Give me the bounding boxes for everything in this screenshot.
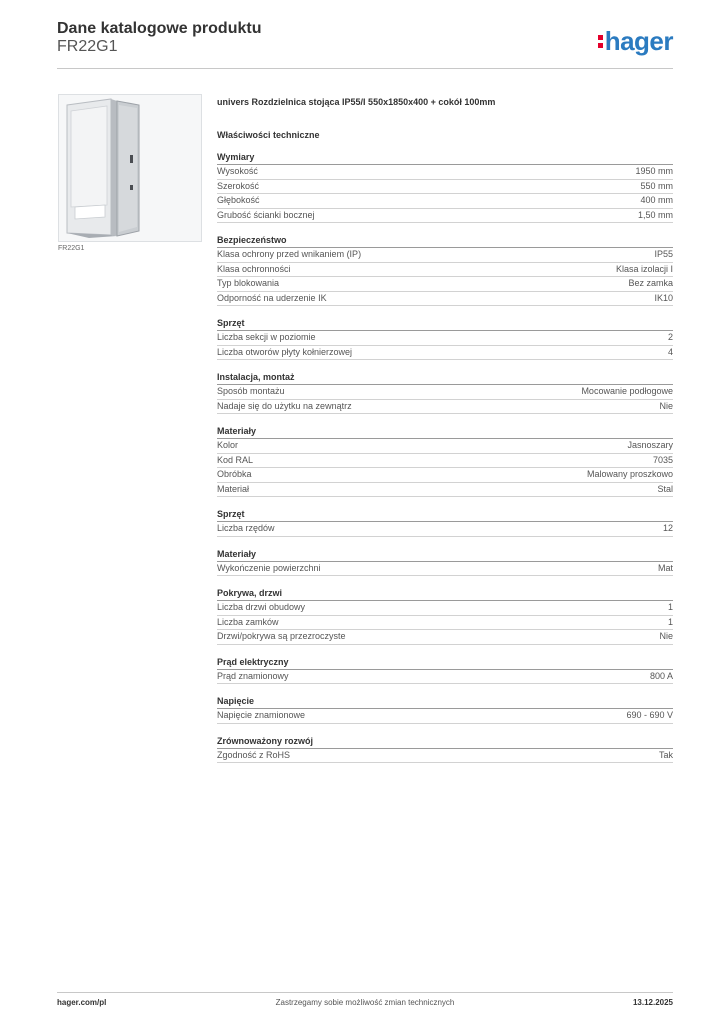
spec-section (217, 371, 673, 414)
spec-row (217, 749, 673, 764)
spec-row (217, 400, 673, 415)
spec-label: Kolor (217, 440, 239, 450)
product-image (58, 94, 202, 242)
spec-label: Liczba sekcji w poziomie (217, 332, 316, 342)
spec-row (217, 468, 673, 483)
spec-row (217, 331, 673, 346)
spec-row (217, 562, 673, 577)
spec-value: 7035 (652, 454, 673, 465)
footer-note: Zastrzegamy sobie możliwość zmian technicznych (275, 998, 455, 1007)
spec-value: 400 mm (640, 195, 673, 205)
spec-label: Głębokość (217, 195, 260, 205)
section-title: Bezpieczeństwo (217, 234, 673, 248)
spec-label: Zgodność z RoHS (217, 749, 291, 760)
logo-dots-icon (598, 33, 603, 49)
spec-value: IK10 (654, 292, 673, 303)
spec-row (217, 670, 673, 685)
spec-value: 1 (667, 616, 673, 627)
spec-label: Wykończenie powierzchni (217, 562, 321, 573)
spec-row (217, 709, 673, 724)
spec-label: Klasa ochrony przed wnikaniem (IP) (217, 249, 362, 259)
spec-value: Mat (657, 562, 673, 573)
spec-row (217, 616, 673, 631)
spec-row (217, 263, 673, 278)
product-code: FR22G1 (57, 38, 118, 55)
spec-row (217, 248, 673, 263)
spec-label: Wysokość (217, 166, 258, 176)
product-description: univers Rozdzielnica stojąca IP55/I 550x1850x400 + cokół 100mm (217, 97, 496, 107)
spec-section (217, 656, 673, 685)
spec-section (217, 234, 673, 306)
page-footer (57, 998, 673, 1012)
spec-row (217, 194, 673, 209)
section-title: Wymiary (217, 151, 673, 165)
spec-value: 690 - 690 V (626, 710, 673, 720)
spec-row (217, 180, 673, 195)
section-title: Zrównoważony rozwój (217, 735, 673, 749)
spec-section (217, 548, 673, 577)
properties-title: Właściwości techniczne (217, 130, 320, 140)
spec-label: Grubość ścianki bocznej (217, 209, 315, 220)
spec-section (217, 425, 673, 497)
spec-section (217, 735, 673, 764)
spec-row (217, 385, 673, 400)
spec-value: Nie (659, 400, 673, 411)
spec-row (217, 277, 673, 292)
spec-row (217, 601, 673, 616)
spec-value: Jasnoszary (627, 440, 673, 450)
spec-value: Malowany proszkowo (586, 469, 673, 479)
section-title: Instalacja, montaż (217, 371, 673, 385)
section-title: Materiały (217, 548, 673, 562)
spec-value: 550 mm (640, 180, 673, 191)
hager-logo (598, 26, 673, 57)
spec-value: Stal (657, 483, 673, 494)
spec-sections (217, 151, 673, 763)
spec-row (217, 292, 673, 307)
spec-section (217, 695, 673, 724)
footer-date: 13.12.2025 (632, 998, 673, 1007)
section-title: Sprzęt (217, 508, 673, 522)
spec-row (217, 454, 673, 469)
spec-row (217, 483, 673, 498)
spec-label: Klasa ochronności (217, 263, 291, 274)
section-title: Materiały (217, 425, 673, 439)
section-title: Pokrywa, drzwi (217, 587, 673, 601)
logo-text: hager (604, 26, 673, 56)
spec-section (217, 508, 673, 537)
spec-label: Materiał (217, 483, 250, 494)
spec-label: Obróbka (217, 469, 252, 479)
spec-row (217, 165, 673, 180)
spec-value: 1950 mm (635, 166, 673, 176)
spec-value: 1,50 mm (637, 209, 673, 220)
spec-row (217, 522, 673, 537)
spec-value: Klasa izolacji I (615, 263, 673, 274)
spec-section (217, 587, 673, 645)
footer-divider (57, 992, 673, 993)
spec-label: Drzwi/pokrywa są przezroczyste (217, 631, 346, 641)
section-title: Napięcie (217, 695, 673, 709)
spec-row (217, 439, 673, 454)
spec-value: 4 (667, 346, 673, 357)
spec-value: Mocowanie podłogowe (581, 386, 673, 396)
spec-row (217, 346, 673, 361)
footer-url[interactable]: hager.com/pl (57, 998, 107, 1007)
spec-row (217, 630, 673, 645)
document-title: Dane katalogowe produktu (57, 20, 262, 37)
section-title: Prąd elektryczny (217, 656, 673, 670)
header-divider (57, 68, 673, 69)
spec-label: Liczba zamków (217, 616, 279, 627)
spec-label: Kod RAL (217, 454, 254, 465)
spec-label: Prąd znamionowy (217, 670, 289, 681)
spec-label: Szerokość (217, 180, 260, 191)
spec-section (217, 151, 673, 223)
spec-value: 800 A (649, 670, 673, 681)
spec-label: Napięcie znamionowe (217, 710, 306, 720)
spec-label: Nadaje się do użytku na zewnątrz (217, 400, 352, 411)
spec-row (217, 209, 673, 224)
spec-value: 2 (667, 332, 673, 342)
spec-label: Liczba otworów płyty kołnierzowej (217, 346, 353, 357)
spec-label: Odporność na uderzenie IK (217, 292, 327, 303)
spec-content (217, 96, 673, 763)
spec-value: 1 (667, 602, 673, 612)
spec-label: Liczba rzędów (217, 523, 275, 533)
spec-label: Typ blokowania (217, 278, 280, 288)
spec-value: Bez zamka (628, 278, 673, 288)
spec-value: Tak (658, 749, 673, 760)
spec-label: Liczba drzwi obudowy (217, 602, 306, 612)
spec-value: IP55 (654, 249, 673, 259)
spec-section (217, 317, 673, 360)
spec-label: Sposób montażu (217, 386, 285, 396)
spec-value: Nie (659, 631, 673, 641)
image-caption: FR22G1 (58, 245, 85, 252)
section-title: Sprzęt (217, 317, 673, 331)
page-header (57, 20, 673, 70)
cabinet-illustration (59, 95, 201, 241)
spec-value: 12 (662, 523, 673, 533)
